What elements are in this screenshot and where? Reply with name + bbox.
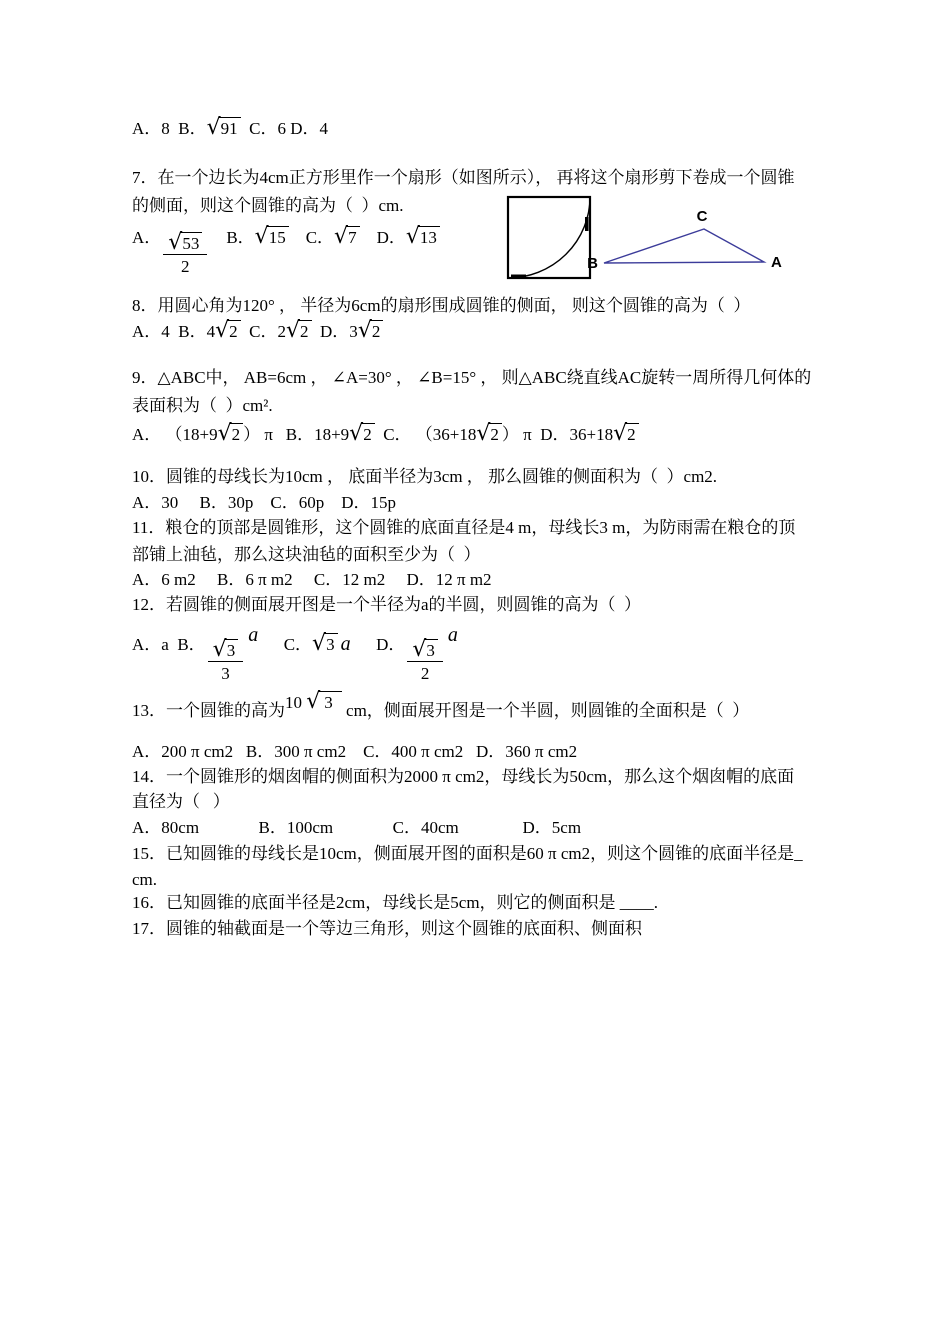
radicand-3: 3: [424, 639, 438, 661]
q9-options-row: [132, 422, 639, 448]
radical-sign-icon: √: [349, 421, 364, 446]
q8-options-part2: C．2: [240, 322, 286, 341]
q9-text-line1: [132, 365, 811, 391]
q7-figure: [504, 193, 796, 295]
radicand-53: 53: [180, 232, 202, 254]
q15-text-line1: [132, 841, 803, 867]
q13-text-pre: 13．一个圆锥的高为: [132, 701, 285, 720]
q10-text-span: 10．圆锥的母线长为10cm ， 底面半径为3cm ， 那么圆锥的侧面积为（ ）cm2.: [132, 467, 718, 486]
q7-option-c-label: C．: [288, 228, 335, 247]
radical-sign-icon: √: [476, 421, 491, 446]
q7-option-d-label: D．: [359, 228, 406, 247]
q8-text-span: 8．用圆心角为120° ， 半径为6cm的扇形围成圆锥的侧面， 则这个圆锥的高为（ ）: [132, 296, 751, 315]
q12-text-span: 12．若圆锥的侧面展开图是一个半径为a的半圆，则圆锥的高为（ ）: [132, 595, 642, 614]
q9-options-part3: C． （36+18: [374, 425, 477, 444]
variable-a: a: [248, 624, 259, 646]
radicand-2: 2: [361, 423, 375, 445]
q6-options-part1: A．8 B．: [132, 119, 207, 138]
q10-text: [132, 464, 717, 490]
q15-text1: 15．已知圆锥的母线长是10cm，侧面展开图的面积是60 π cm2，则这个圆锥的底面半径是_: [132, 844, 803, 863]
radicand-91: 91: [219, 117, 241, 139]
q14-text2: 直径为（ ）: [132, 792, 230, 811]
fraction-sqrt3-over-3: [208, 639, 244, 684]
q9-options-part2: ） π B．18+9: [243, 425, 350, 444]
triangle-abc: [604, 229, 764, 263]
q14-options: A．80cm B．100cm C．40cm D．5cm: [132, 818, 582, 837]
q8-options-part1: A．4 B．4: [132, 322, 216, 341]
sqrt-2: [358, 320, 384, 342]
radicand-2: 2: [488, 423, 502, 445]
radical-sign-icon: √: [306, 689, 321, 714]
q6-options-part2: C．6 D．4: [240, 119, 329, 138]
q14-options-row: [132, 815, 581, 841]
q10-options-row: [132, 490, 396, 516]
radical-sign-icon: √: [405, 224, 420, 249]
radicand-3: 3: [225, 639, 239, 661]
sqrt-2: [476, 423, 502, 445]
variable-a: a: [340, 633, 351, 655]
coefficient-10: 10: [285, 693, 307, 712]
radicand-2: 2: [298, 320, 312, 342]
q11-options: A．6 m2 B．6 π m2 C．12 m2 D．12 π m2: [132, 570, 492, 589]
q8-options-part3: D．3: [311, 322, 358, 341]
q8-text: [132, 293, 750, 319]
triangle-label-a: A: [771, 254, 782, 271]
radical-sign-icon: √: [412, 637, 427, 662]
radicand-3: 3: [324, 633, 338, 655]
radical-sign-icon: √: [168, 230, 183, 255]
radical-sign-icon: √: [217, 421, 232, 446]
radical-sign-icon: √: [357, 318, 372, 343]
fraction-denominator: 3: [208, 661, 244, 684]
q13-options: A．200 π cm2 B．300 π cm2 C．400 π cm2 D．360 π cm2: [132, 742, 578, 761]
q14-text1: 14．一个圆锥形的烟囱帽的侧面积为2000 π cm2，母线长为50cm，那么这个烟囱帽的底面: [132, 767, 795, 786]
fraction-numerator: [208, 639, 244, 661]
quarter-arc: [508, 197, 590, 278]
q11-options-row: [132, 567, 492, 593]
square-outline: [508, 197, 590, 278]
q14-text-line1: [132, 764, 794, 790]
radical-sign-icon: √: [312, 631, 327, 656]
q7-text1: 7．在一个边长为4cm正方形里作一个扇形（如图所示）， 再将这个扇形剪下卷成一个圆锥: [132, 168, 795, 187]
q15-text2: cm.: [132, 870, 158, 889]
radical-sign-icon: √: [212, 637, 227, 662]
arc-thick-mark-bottom: [511, 275, 526, 279]
arc-thick-mark-right: [585, 217, 589, 231]
q7-text-line2: [132, 193, 404, 219]
q13-height-expression: [285, 689, 342, 714]
q12-options-part1: A．a B．: [132, 635, 206, 654]
sqrt-2: [215, 320, 241, 342]
radical-sign-icon: √: [206, 115, 221, 140]
sqrt-3: [306, 691, 342, 713]
q14-text-line2: [132, 789, 230, 815]
sqrt-2: [349, 423, 375, 445]
fraction-denominator: 2: [163, 254, 207, 277]
radical-sign-icon: √: [286, 318, 301, 343]
fraction-sqrt53-over-2: [163, 232, 207, 277]
radicand-15: 15: [267, 226, 289, 248]
q16-text: [132, 890, 658, 916]
q11-text1: 11．粮仓的顶部是圆锥形，这个圆锥的底面直径是4 m，母线长3 m，为防雨需在粮仓的顶: [132, 518, 796, 537]
q12-text: [132, 592, 641, 618]
radical-sign-icon: √: [254, 224, 269, 249]
radicand-2: 2: [227, 320, 241, 342]
sqrt-3: [312, 633, 338, 655]
radical-sign-icon: √: [613, 421, 628, 446]
sqrt-2: [286, 320, 312, 342]
fraction-denominator: 2: [407, 661, 443, 684]
q12-options-part2: C．: [258, 635, 313, 654]
radicand-7: 7: [346, 226, 360, 248]
radicand-13: 13: [418, 226, 440, 248]
q7-text-line1: [132, 165, 795, 191]
q9-options-part1: A． （18+9: [132, 425, 218, 444]
radicand-2: 2: [230, 423, 244, 445]
sqrt-2: [218, 423, 244, 445]
q7-option-b-label: B．: [209, 228, 255, 247]
q9-text2: 表面积为（ ）cm².: [132, 396, 273, 415]
q16-text-span: 16．已知圆锥的底面半径是2cm，母线长是5cm，则它的侧面积是 ____.: [132, 893, 659, 912]
q6-options-row: [132, 116, 328, 142]
q17-text-span: 17．圆锥的轴截面是一个等边三角形，则这个圆锥的底面积、侧面积: [132, 919, 642, 938]
fraction-numerator: [163, 232, 207, 254]
q12-options-part3: D．: [350, 635, 406, 654]
radicand-3: 3: [318, 691, 342, 713]
q11-text-line2: [132, 542, 481, 568]
triangle-label-b: B: [587, 255, 598, 272]
radical-sign-icon: √: [215, 318, 230, 343]
q13-options-row: [132, 739, 577, 765]
sqrt-13: [406, 226, 440, 248]
q13-text: [132, 689, 750, 724]
fraction-numerator: [407, 639, 443, 661]
q7-options-row: [132, 225, 440, 277]
variable-a: a: [447, 624, 458, 646]
q9-text-line2: [132, 393, 273, 419]
fraction-sqrt3-over-2: [407, 639, 443, 684]
q11-text-line1: [132, 515, 795, 541]
q7-text2: 的侧面，则这个圆锥的高为（ ）cm.: [132, 196, 404, 215]
q10-options: A．30 B．30p C．60p D．15p: [132, 493, 396, 512]
radicand-2: 2: [370, 320, 384, 342]
sqrt-91: [207, 117, 241, 139]
triangle-label-c: C: [696, 208, 708, 225]
sqrt-15: [255, 226, 289, 248]
q17-text: [132, 916, 642, 942]
q9-options-part4: ） π D．36+18: [501, 425, 614, 444]
q11-text2: 部铺上油毡，那么这块油毡的面积至少为（ ）: [132, 545, 481, 564]
q7-option-a-label: A．: [132, 228, 162, 247]
radicand-2: 2: [625, 423, 639, 445]
sqrt-7: [334, 226, 360, 248]
q12-options-row: [132, 622, 458, 684]
q13-text-post: cm，侧面展开图是一个半圆，则圆锥的全面积是（ ）: [341, 701, 750, 720]
radical-sign-icon: √: [334, 224, 349, 249]
sqrt-2: [613, 423, 639, 445]
q9-text1: 9．△ABC中， AB=6cm ， ∠A=30° ， ∠B=15° ， 则△ABC绕直线AC旋转一周所得几何体的: [132, 368, 812, 387]
q8-options-row: [132, 319, 383, 345]
